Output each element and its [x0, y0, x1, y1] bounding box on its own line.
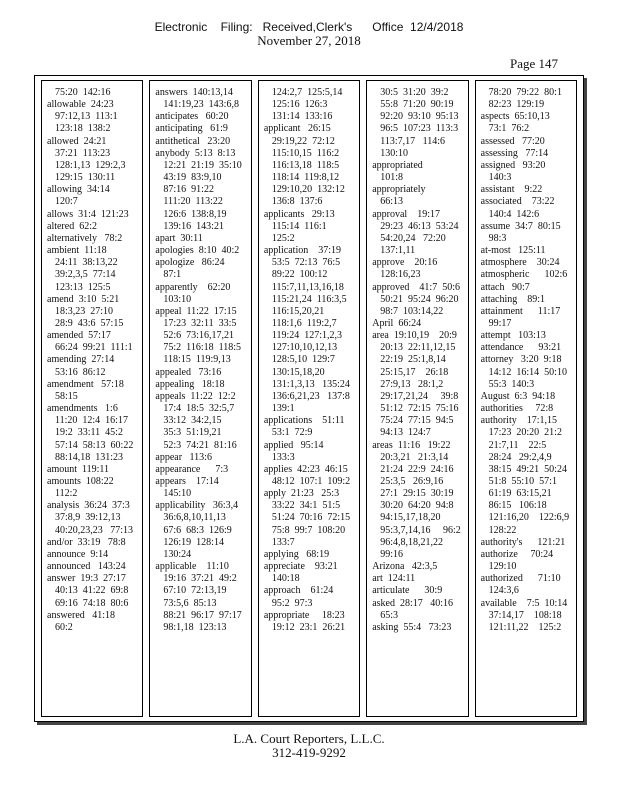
index-term-line: atmosphere 30:24	[480, 257, 560, 269]
index-page-refs: 21:7,11 22:5	[488, 439, 547, 451]
filing-header	[0, 20, 618, 48]
index-page-refs: 136:6,21,23 137:8	[271, 390, 350, 402]
index-page-refs: 54:20,24 72:20	[380, 232, 446, 244]
index-page-refs: 27:9,13 28:1,2	[380, 378, 444, 390]
index-term-line: appealed 73:16	[155, 366, 222, 378]
index-term-line: articulate 30:9	[372, 585, 443, 597]
index-term-line: allowable 24:23	[47, 99, 114, 111]
index-term-line: authorities 72:8	[480, 403, 554, 415]
index-page-refs: 121:11,22 125:2	[488, 621, 562, 633]
index-term-line: assistant 9:22	[480, 184, 543, 196]
index-page-refs: 115:14 116:1	[271, 220, 327, 232]
index-term-line: attempt 103:13	[480, 330, 546, 342]
index-page-refs: 66:13	[380, 196, 403, 208]
index-page-refs: 128:1,13 129:2,3	[55, 159, 126, 171]
index-page-refs: 11:20 12:4 16:17	[55, 415, 128, 427]
index-page-refs: 78:20 79:22 80:1	[488, 87, 562, 98]
footer-phone: 312-419-9292	[272, 745, 346, 760]
index-term-line: authority's 121:21	[480, 536, 566, 548]
index-page-refs: 17:23 32:11 33:5	[163, 317, 237, 329]
index-page-refs: 130:10	[380, 147, 408, 159]
index-page-refs: 123:18 138:2	[55, 123, 111, 135]
index-page-refs: 33:22 34:1 51:5	[271, 500, 341, 512]
index-term-line: applicable 11:10	[155, 561, 229, 573]
index-page-refs: 53:5 72:13 76:5	[271, 257, 341, 269]
index-page-refs: 127:10,10,12,13	[271, 342, 338, 354]
index-page-refs: 73:5,6 85:13	[163, 597, 217, 609]
index-term-line: allows 31:4 121:23	[47, 208, 129, 220]
index-term-line: answers 140:13,14	[155, 87, 233, 98]
index-term-line: approve 20:16	[372, 257, 438, 269]
index-term-line: August 6:3 94:18	[480, 390, 556, 402]
index-page-refs: 118:14 119:8,12	[271, 172, 340, 184]
index-page-refs: 53:16 86:12	[55, 366, 106, 378]
index-page-refs: 119:24 127:1,2,3	[271, 330, 342, 342]
index-page-refs: 140:18	[271, 573, 300, 585]
index-page-refs: 131:1,3,13 135:24	[271, 378, 350, 390]
index-term-line: applicant 26:15	[263, 123, 331, 135]
index-term-line: assume 34:7 80:15	[480, 220, 561, 232]
index-term-line: announced 143:24	[47, 561, 126, 573]
index-term-line: attainment 11:17	[480, 305, 561, 317]
index-column-4	[366, 80, 468, 717]
index-page-refs: 27:1 29:15 30:19	[380, 488, 454, 500]
index-page-refs: 123:13 125:5	[55, 281, 111, 293]
index-page-refs: 116:13,18 118:5	[271, 159, 340, 171]
index-page-refs: 29:23 46:13 53:24	[380, 220, 459, 232]
index-page-refs: 19:2 33:11 45:2	[55, 427, 123, 439]
index-term-line: attaching 89:1	[480, 293, 546, 305]
index-term-line: anybody 5:13 8:13	[155, 147, 236, 159]
index-page-refs: 65:3	[380, 609, 398, 621]
index-page-refs: 40:13 41:22 69:8	[55, 585, 129, 597]
index-page-refs: 67:6 68:3 126:9	[163, 524, 232, 536]
index-page-refs: 36:6,8,10,11,13	[163, 512, 226, 524]
index-page-refs: 39:2,3,5 77:14	[55, 269, 116, 281]
index-term-line: applied 95:14	[263, 439, 324, 451]
index-page-refs: 60:2	[55, 621, 73, 633]
index-term-line: anticipating 61:9	[155, 123, 228, 135]
index-page-refs: 75:24 77:15 94:5	[380, 415, 454, 427]
index-page-refs: 115:7,11,13,16,18	[271, 281, 344, 293]
index-page-refs: 87:1	[163, 269, 182, 281]
index-term-line: ambient 11:18	[47, 245, 107, 257]
index-term-line: application 37:19	[263, 245, 342, 257]
index-page-refs: 22:19 25:1,8,14	[380, 354, 446, 366]
index-page-refs: 48:12 107:1 109:2	[271, 476, 351, 487]
index-term-line: applicants 29:13	[263, 208, 335, 220]
index-term-line: art 124:11	[372, 573, 416, 585]
index-page-refs: 66:24 99:21 111:1	[55, 342, 133, 354]
index-page-refs: 111:20 113:22	[163, 196, 223, 208]
index-page-refs: 50:21 95:24 96:20	[380, 293, 459, 305]
index-page-refs: 95:2 97:3	[271, 597, 313, 609]
index-page-refs: 128:5,10 129:7	[271, 354, 335, 366]
index-page-refs: 19:12 23:1 26:21	[271, 621, 346, 633]
index-page-refs: 37:14,17 108:18	[488, 609, 562, 621]
index-page-refs: 40:20,23,23 77:13	[55, 524, 134, 536]
index-page-refs: 97:12,13 113:1	[55, 111, 118, 123]
index-page-refs: 115:10,15 116:2	[271, 147, 340, 159]
index-term-line: attorney 3:20 9:18	[480, 354, 562, 366]
index-page-refs: 58:15	[55, 390, 78, 402]
index-term-line: amendment 57:18	[47, 378, 124, 390]
index-term-line: applies 42:23 46:15	[263, 463, 348, 475]
index-term-line: available 7:5 10:14	[480, 597, 568, 609]
index-page-refs: 98:7 103:14,22	[380, 305, 444, 317]
filing-stamp-line: Electronic Filing: Received,Clerk's Office 12/4/2018	[154, 20, 464, 34]
index-term-line: approach 61:24	[263, 585, 334, 597]
index-page-refs: 136:8 137:6	[271, 196, 323, 208]
index-term-line: amending 27:14	[47, 354, 115, 366]
index-term-line: appropriate 18:23	[263, 609, 345, 621]
index-page-refs: 94:13 124:7	[380, 427, 431, 439]
index-page-refs: 133:3	[271, 451, 295, 463]
index-term-line: amount 119:11	[47, 463, 110, 475]
index-page-refs: 131:14 133:16	[271, 111, 333, 123]
index-term-line: authorized 71:10	[480, 573, 561, 585]
index-term-line: assigned 93:20	[480, 159, 546, 171]
index-term-line: alternatively 78:2	[47, 232, 123, 244]
index-term-line: amendments 1:6	[47, 403, 118, 415]
index-term-line: atmospheric 102:6	[480, 269, 568, 281]
index-frame	[34, 75, 584, 722]
index-term-line: attendance 93:21	[480, 342, 562, 354]
index-page-refs: 145:10	[163, 488, 192, 500]
index-page-refs: 53:1 72:9	[271, 427, 313, 439]
index-page-refs: 57:14 58:13 60:22	[55, 439, 134, 451]
index-term-line: assessed 77:20	[480, 135, 545, 147]
index-term-line: assessing 77:14	[480, 147, 549, 159]
index-term-line: apparently 62:20	[155, 281, 231, 293]
index-page-refs: 87:16 91:22	[163, 184, 214, 196]
index-term-line: authorize 70:24	[480, 548, 554, 560]
index-page-refs: 21:24 22:9 24:16	[380, 463, 454, 475]
index-term-line: at-most 125:11	[480, 245, 546, 257]
index-page-refs: 51:24 70:16 72:15	[271, 512, 351, 524]
index-term-line: attach 90:7	[480, 281, 530, 293]
index-page-refs: 129:10	[488, 561, 517, 573]
index-page-refs: 128:22	[488, 524, 517, 536]
index-page-refs: 140:3	[488, 172, 512, 184]
index-term-line: altered 62:2	[47, 220, 97, 232]
index-page-refs: 125:2	[271, 232, 295, 244]
index-term-line: approved 41:7 50:6	[372, 281, 460, 293]
index-page-refs: 19:16 37:21 49:2	[163, 573, 237, 585]
index-page-refs: 37:21 113:23	[55, 147, 111, 159]
index-page-refs: 33:12 34:2,15	[163, 415, 222, 427]
index-page-refs: 52:3 74:21 81:16	[163, 439, 237, 451]
index-page-refs: 128:16,23	[380, 269, 421, 281]
index-term-line: appropriated	[372, 159, 423, 171]
index-page-refs: 82:23 129:19	[488, 99, 545, 111]
index-term-line: and/or 33:19 78:8	[47, 536, 126, 548]
index-page-refs: 98:3	[488, 232, 507, 244]
index-term-line: applications 51:11	[263, 415, 345, 427]
index-page-refs: 43:19 83:9,10	[163, 172, 222, 184]
index-page-refs: 67:10 72:13,19	[163, 585, 227, 597]
index-page-refs: 52:6 73:16,17,21	[163, 330, 234, 342]
footer-company: L.A. Court Reporters, L.L.C.	[233, 731, 385, 746]
index-page-refs: 37:8,9 39:12,13	[55, 512, 121, 524]
index-page-refs: 20:13 22:11,12,15	[380, 342, 456, 354]
index-term-line: apologies 8:10 40:2	[155, 245, 240, 257]
index-term-line: appeals 11:22 12:2	[155, 390, 236, 402]
index-page-refs: 133:7	[271, 536, 295, 548]
index-page-refs: 121:16,20 122:6,9	[488, 512, 570, 524]
index-page-refs: 137:1,11	[380, 245, 416, 257]
index-page-refs: 129:15 130:11	[55, 172, 116, 184]
index-term-line: appeal 11:22 17:15	[155, 305, 237, 317]
index-page-refs: 96:5 107:23 113:3	[380, 123, 459, 135]
index-page-refs: 30:5 31:20 39:2	[380, 87, 449, 98]
index-page-refs: 75:8 99:7 108:20	[271, 524, 346, 536]
index-page-refs: 96:4,8,18,21,22	[380, 536, 443, 548]
index-term-line: analysis 36:24 37:3	[47, 500, 130, 512]
index-page-refs: 98:1,18 123:13	[163, 621, 227, 633]
index-page-refs: 61:19 63:15,21	[488, 488, 552, 500]
index-page-refs: 125:16 126:3	[271, 99, 328, 111]
index-page-refs: 139:16 143:21	[163, 220, 224, 232]
index-page-refs: 130:15,18,20	[271, 366, 325, 378]
index-term-line: apologize 86:24	[155, 257, 225, 269]
index-page-refs: 69:16 74:18 80:6	[55, 597, 129, 609]
index-page-refs: 103:10	[163, 293, 192, 305]
index-term-line: Arizona 42:3,5	[372, 561, 438, 573]
index-page-refs: 115:21,24 116:3,5	[271, 293, 347, 305]
index-page-refs: 55:8 71:20 90:19	[380, 99, 454, 111]
index-term-line: announce 9:14	[47, 548, 109, 560]
index-term-line: answered 41:18	[47, 609, 116, 621]
index-term-line: amounts 108:22	[47, 476, 114, 487]
index-page-refs: 51:8 55:10 57:1	[488, 476, 557, 487]
index-page-refs: 120:7	[55, 196, 78, 208]
index-term-line: amend 3:10 5:21	[47, 293, 120, 305]
index-page-refs: 29:17,21,24 39:8	[380, 390, 459, 402]
index-term-line: approval 19:17	[372, 208, 440, 220]
index-page-refs: 75:2 116:18 118:5	[163, 342, 241, 354]
index-page-refs: 18:3,23 27:10	[55, 305, 114, 317]
page-number: Page 147	[509, 56, 558, 71]
index-page-refs: 28:24 29:2,4,9	[488, 451, 552, 463]
index-term-line: area 19:10,19 20:9	[372, 330, 457, 342]
index-page-refs: 99:16	[380, 548, 403, 560]
index-page-refs: 30:20 64:20 94:8	[380, 500, 454, 512]
index-page-refs: 24:11 38:13,22	[55, 257, 118, 269]
index-column-1	[41, 80, 143, 717]
index-term-line: apply 21:23 25:3	[263, 488, 340, 500]
index-page-refs: 14:12 16:14 50:10	[488, 366, 567, 378]
index-page-refs: 141:19,23 143:6,8	[163, 99, 239, 111]
index-term-line: appear 113:6	[155, 451, 212, 463]
index-page-refs: 29:19,22 72:12	[271, 135, 335, 147]
index-page-refs: 88:14,18 131:23	[55, 451, 124, 463]
index-page-refs: 118:15 119:9,13	[163, 354, 231, 366]
index-page-refs: 17:23 20:20 21:2	[488, 427, 562, 439]
index-page-refs: 140:4 142:6	[488, 208, 540, 220]
index-page-refs: 75:20 142:16	[55, 87, 111, 98]
index-term-line: authority 17:1,15	[480, 415, 558, 427]
index-term-line: allowing 34:14	[47, 184, 110, 196]
index-term-line: amended 57:17	[47, 330, 111, 342]
index-page-refs: 94:15,17,18,20	[380, 512, 441, 524]
index-term-line: applicability 36:3,4	[155, 500, 239, 512]
index-page-refs: 126:6 138:8,19	[163, 208, 227, 220]
index-page-refs: 55:3 140:3	[488, 378, 535, 390]
index-term-line: apart 30:11	[155, 232, 203, 244]
index-page-refs: 92:20 93:10 95:13	[380, 111, 459, 123]
index-columns	[38, 80, 580, 717]
index-page-refs: 88:21 96:17 97:17	[163, 609, 242, 621]
index-term-line: appearance 7:3	[155, 463, 229, 475]
index-term-line: asking 55:4 73:23	[372, 621, 452, 633]
index-page-refs: 35:3 51:19,21	[163, 427, 222, 439]
index-term-line: appreciate 93:21	[263, 561, 338, 573]
index-term-line: associated 73:22	[480, 196, 555, 208]
index-term-line: allowed 24:21	[47, 135, 107, 147]
index-term-line: appropriately	[372, 184, 426, 196]
footer	[0, 732, 618, 760]
index-page-refs: 17:4 18:5 32:5,7	[163, 403, 235, 415]
index-page-refs: 95:3,7,14,16 96:2	[380, 524, 461, 536]
index-page-refs: 129:10,20 132:12	[271, 184, 345, 196]
index-page-refs: 99:17	[488, 317, 512, 329]
index-column-5	[475, 80, 577, 717]
index-page-refs: 101:8	[380, 172, 403, 184]
index-page-refs: 12:21 21:19 35:10	[163, 159, 242, 171]
index-page-refs: 124:2,7 125:5,14	[271, 87, 343, 98]
index-page-refs: 28:9 43:6 57:15	[55, 317, 124, 329]
index-page-refs: 139:1	[271, 403, 295, 415]
index-term-line: appears 17:14	[155, 476, 219, 487]
index-term-line: areas 11:16 19:22	[372, 439, 451, 451]
index-page-refs: 126:19 128:14	[163, 536, 224, 548]
index-term-line: aspects 65:10,13	[480, 111, 550, 123]
index-page-refs: 116:15,20,21	[271, 305, 325, 317]
index-term-line: appealing 18:18	[155, 378, 225, 390]
filing-date-line: November 27, 2018	[257, 33, 361, 48]
index-term-line: anticipates 60:20	[155, 111, 229, 123]
index-page-refs: 73:1 76:2	[488, 123, 530, 135]
index-page-refs: 113:7,17 114:6	[380, 135, 446, 147]
index-term-line: asked 28:17 40:16	[372, 597, 454, 609]
index-page-refs: 86:15 106:18	[488, 500, 547, 512]
index-page-refs: 20:3,21 21:3,14	[380, 451, 449, 463]
index-page-refs: 51:12 72:15 75:16	[380, 403, 459, 415]
index-page-refs: 112:2	[55, 488, 78, 500]
index-term-line: April 66:24	[372, 317, 422, 329]
index-term-line: antithetical 23:20	[155, 135, 231, 147]
index-page-refs: 89:22 100:12	[271, 269, 328, 281]
index-page-refs: 38:15 49:21 50:24	[488, 463, 567, 475]
index-column-2	[149, 80, 251, 717]
index-term-line: answer 19:3 27:17	[47, 573, 126, 585]
index-term-line: applying 68:19	[263, 548, 330, 560]
index-page-refs: 130:24	[163, 548, 192, 560]
index-page-refs: 25:3,5 26:9,16	[380, 476, 444, 487]
index-page-refs: 124:3,6	[488, 585, 519, 597]
index-page-refs: 25:15,17 26:18	[380, 366, 449, 378]
index-page-refs: 118:1,6 119:2,7	[271, 317, 337, 329]
index-column-3	[258, 80, 360, 717]
